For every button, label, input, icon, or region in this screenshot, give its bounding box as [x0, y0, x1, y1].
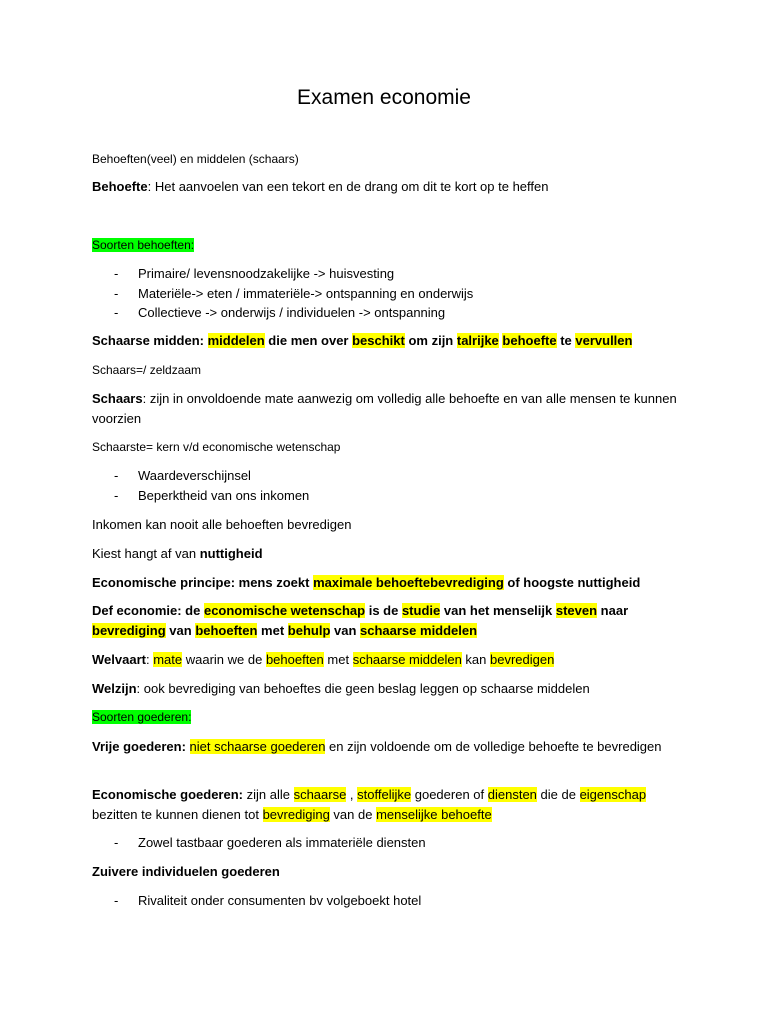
text-run: :: [145, 652, 154, 667]
text-run: zijn alle: [242, 787, 294, 802]
def-economie: [92, 601, 682, 640]
text-run: naar: [597, 603, 629, 618]
schaarse-midden-definition: [92, 331, 682, 351]
list-item-text: Rivaliteit onder consumenten bv volgeboekt hotel: [138, 893, 422, 908]
highlight: menselijke behoefte: [376, 806, 492, 822]
text-run: Economische principe: mens zoekt: [92, 575, 314, 590]
highlight: bevrediging: [92, 622, 166, 638]
heading-soorten-goederen-text: Soorten goederen:: [92, 710, 192, 724]
heading-soorten-behoeften: [92, 236, 682, 256]
text-run: die de: [536, 787, 580, 802]
list-item: [92, 466, 309, 486]
text-run: om zijn: [404, 333, 457, 348]
text-run: of hoogste nuttigheid: [503, 575, 641, 590]
text-run: met: [323, 652, 353, 667]
highlight: middelen: [207, 333, 265, 348]
highlight: behoeften: [195, 622, 258, 638]
list-marker: -: [114, 266, 119, 281]
text-run: [186, 739, 190, 754]
list-item: [92, 303, 473, 323]
highlight: economische wetenschap: [203, 603, 366, 618]
list-economische-goederen: [92, 833, 426, 853]
schaars-zeldzaam: Schaars=/ zeldzaam: [92, 363, 202, 377]
highlight: vervullen: [575, 333, 633, 348]
highlight: bevredigen: [490, 652, 555, 667]
text-run: Schaarse midden:: [92, 333, 208, 348]
behoefte-definition: [92, 177, 682, 197]
welvaart-term: Welvaart: [92, 652, 146, 667]
text-run: kan: [461, 652, 490, 667]
highlight: beschikt: [352, 333, 405, 348]
list-schaarste: [92, 466, 309, 505]
list-marker: -: [114, 305, 119, 320]
list-item-text: Waardeverschijnsel: [138, 468, 251, 483]
behoefte-text: : Het aanvoelen van een tekort en de drang om dit te kort op te heffen: [147, 179, 549, 194]
schaars-text: : zijn in onvoldoende mate aanwezig om volledig alle behoefte en van alle mensen te kunnen voorzien: [92, 391, 677, 426]
text-run: van: [330, 622, 361, 638]
text-run: van het menselijk: [440, 603, 556, 618]
highlight: mate: [153, 652, 183, 667]
list-item: [92, 264, 473, 284]
text-run: Kiest hangt af van: [92, 546, 200, 561]
vrije-goederen-definition: [92, 737, 682, 757]
list-item-text: Beperktheid van ons inkomen: [138, 487, 310, 503]
intro-line: Behoeften(veel) en middelen (schaars): [92, 152, 299, 166]
vrije-goederen-term: Vrije goederen:: [92, 739, 186, 754]
text-run: te: [556, 333, 576, 348]
text-run: ,: [346, 787, 358, 802]
highlight: niet schaarse goederen: [189, 739, 326, 754]
highlight: schaarse: [293, 787, 347, 802]
economische-goederen-term: Economische goederen:: [92, 787, 243, 802]
text-run: die men over: [264, 333, 353, 348]
schaars-term: Schaars: [92, 391, 143, 406]
text-run: en zijn voldoende om de volledige behoefte te bevredigen: [325, 739, 662, 754]
welvaart-definition: [92, 650, 682, 670]
highlight: schaarse middelen: [360, 622, 478, 638]
text-run: Def economie: de: [92, 603, 204, 618]
highlight: behulp: [287, 622, 331, 638]
kiest-line: [92, 544, 682, 564]
highlight: eigenschap: [579, 787, 647, 802]
list-marker: -: [114, 468, 119, 483]
economische-principe: [92, 573, 682, 593]
list-item-text: Zowel tastbaar goederen als immateriële diensten: [138, 835, 426, 850]
text-run: met: [257, 622, 288, 638]
list-item-text: Collectieve -> onderwijs / individuelen -> ontspanning: [138, 305, 446, 320]
text-run: van: [165, 622, 196, 638]
text-run: bezitten te kunnen dienen tot: [92, 806, 263, 822]
list-item: [92, 833, 426, 853]
list-item: [92, 486, 309, 506]
list-marker: -: [114, 835, 119, 850]
list-marker: -: [114, 285, 119, 301]
heading-soorten-behoeften-text: Soorten behoeften:: [92, 238, 195, 252]
behoefte-term: Behoefte: [92, 179, 148, 194]
page-title: Examen economie: [297, 86, 471, 109]
highlight: behoeften: [265, 652, 324, 667]
schaarste-line: Schaarste= kern v/d economische wetenschap: [92, 440, 341, 454]
highlight: diensten: [487, 787, 537, 802]
list-item-text: Primaire/ levensnoodzakelijke -> huisvesting: [138, 266, 395, 281]
highlight: stoffelijke: [357, 787, 412, 802]
highlight: schaarse middelen: [352, 652, 462, 667]
list-zuivere-goederen: [92, 891, 421, 911]
schaars-definition: [92, 389, 682, 428]
welzijn-definition: [92, 679, 682, 699]
list-marker: -: [114, 893, 119, 908]
list-item-text: Materiële-> eten / immateriële-> ontspanning en onderwijs: [138, 285, 474, 301]
highlight: bevrediging: [262, 806, 330, 822]
heading-zuivere-goederen: Zuivere individuelen goederen: [92, 864, 280, 879]
list-item: [92, 284, 473, 304]
highlight: steven: [555, 603, 598, 618]
welzijn-term: Welzijn: [92, 681, 137, 696]
text-run: waarin we de: [182, 652, 266, 667]
heading-soorten-goederen: [92, 708, 682, 728]
highlight: behoefte: [502, 333, 557, 348]
highlight: maximale behoeftebevrediging: [313, 575, 504, 590]
text-run: goederen of: [411, 787, 488, 802]
list-marker: -: [114, 487, 119, 503]
economische-goederen-definition: [92, 785, 682, 824]
list-soorten-behoeften: [92, 264, 473, 323]
text-run: van de: [329, 806, 377, 822]
highlight: studie: [401, 603, 441, 618]
list-item: [92, 891, 421, 911]
highlight: talrijke: [456, 333, 499, 348]
inkomen-line: Inkomen kan nooit alle behoeften bevredigen: [92, 517, 352, 532]
welzijn-text: : ook bevrediging van behoeftes die geen beslag leggen op schaarse middelen: [136, 681, 590, 696]
text-run: is de: [365, 603, 402, 618]
nuttigheid-term: nuttigheid: [199, 546, 263, 561]
